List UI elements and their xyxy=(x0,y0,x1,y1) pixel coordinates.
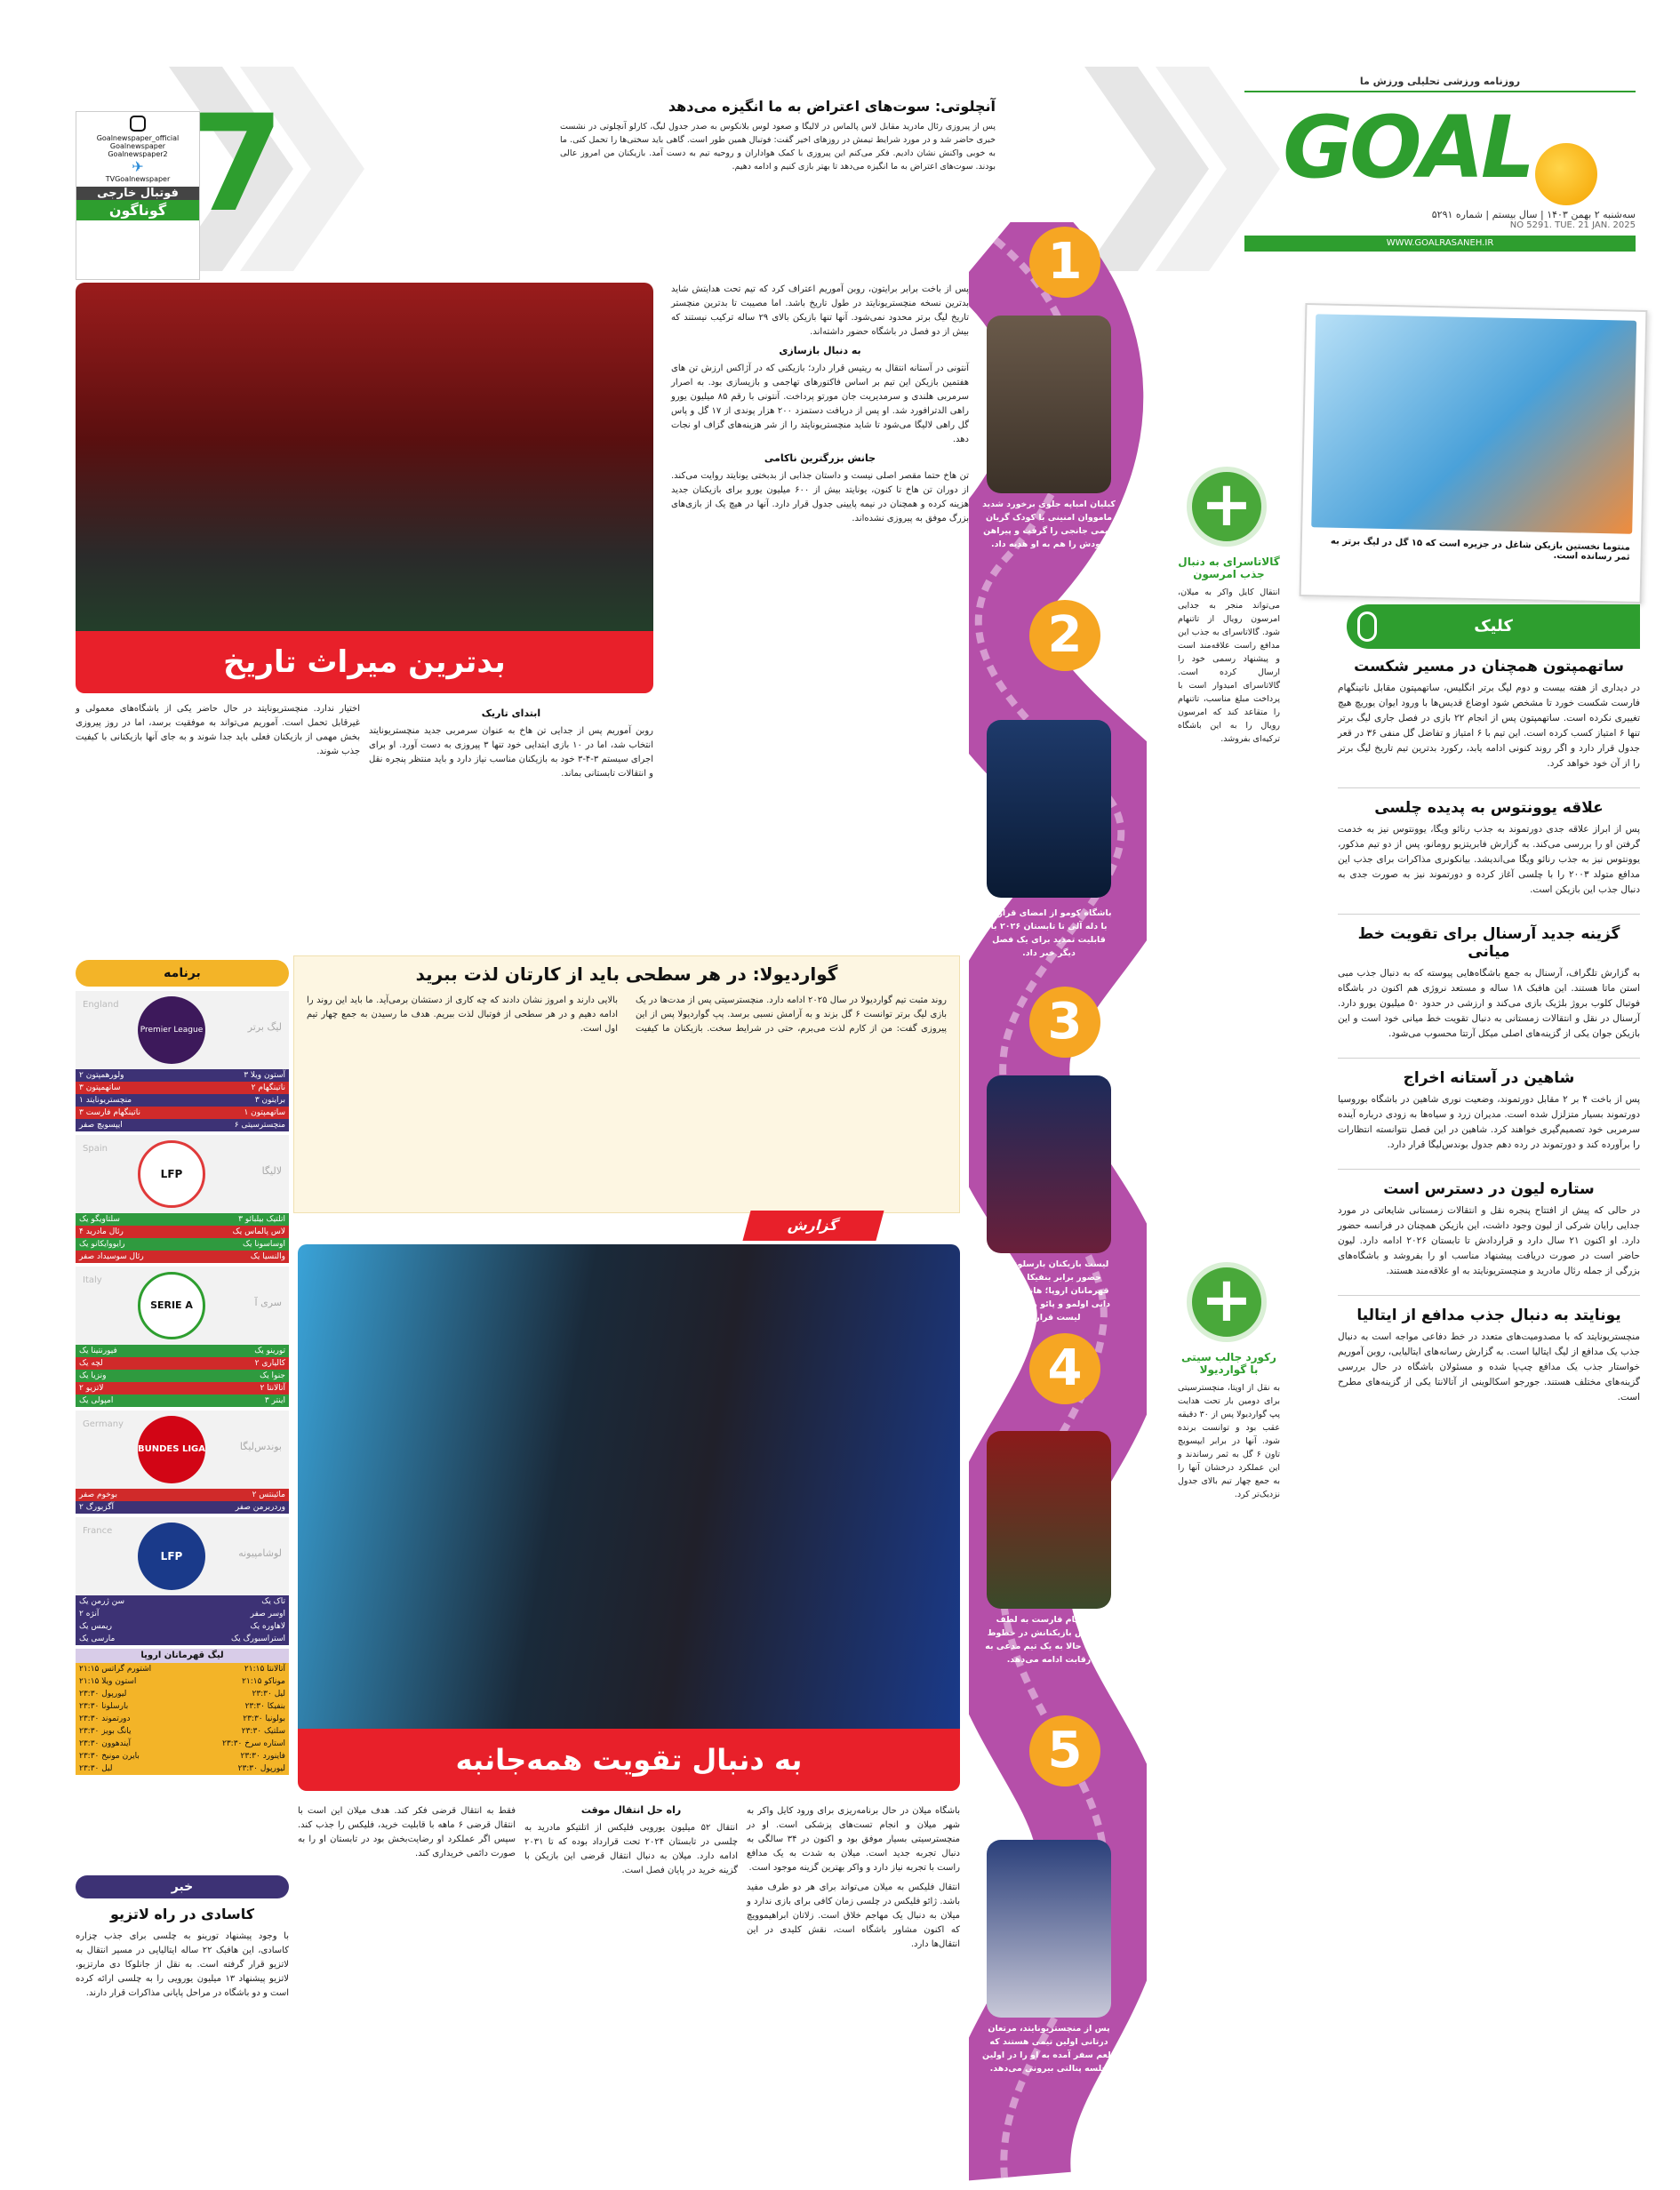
logo-text: GOAL xyxy=(1283,98,1532,197)
match-row: برایتون ۳ منچستریونایتد ۱ xyxy=(76,1094,289,1107)
match-row: والنسیا یک رئال سوسیداد صفر xyxy=(76,1251,289,1263)
match-row: منچسترسیتی ۶ ایپسویچ صفر xyxy=(76,1119,289,1131)
match-row: آتالانتا ۲۱:۱۵ اشتورم گراتس ۲۱:۱۵ xyxy=(76,1663,289,1675)
league-map: Spain xyxy=(83,1144,108,1154)
timeline-photo xyxy=(987,1840,1111,2018)
timeline-caption: ناتینگهام فارست به لطف درخشش بازیکنانش در خطوط مختلف حالا به یک تیم مدعی به رقابت ادامه می‌دهد. xyxy=(985,1615,1113,1665)
guardiola-box xyxy=(293,955,960,1213)
timeline-photo xyxy=(987,316,1111,493)
main-story-subhead: به دنبال بازسازی xyxy=(779,345,861,356)
side-box xyxy=(1178,555,1280,746)
timeline-caption: باشگاه کومو از امضای قرارداد با دله آلی تا تابستان ۲۰۲۶ با قابلیت تمدید برای یک فصل دیگر خبر داد. xyxy=(986,908,1112,958)
guardiola-title: گواردیولا: در هر سطحی باید از کارتان لذت ببرید xyxy=(415,963,838,985)
main-story-column xyxy=(76,702,360,759)
match-row: اوسر صفر آنژه ۲ xyxy=(76,1608,289,1620)
news-body: با وجود پیشنهاد تورینو به چلسی برای جذب چزاره کاسادی، این هافبک ۲۲ ساله ایتالیایی در مسیر انتقال به لاتزیو قرار گرفته است. به نقل از جانلوکا دی مارتزیو، لاتزیو پیشنهاد ۱۳ میلیون یورویی را به چلسی ارائه کرده است و دو باشگاه در مراحل پایانی مذاکرات قرار دارند. xyxy=(76,1931,289,1998)
report-title: به دنبال تقویت همه‌جانبه xyxy=(298,1729,960,1791)
click-item-body: در دیداری از هفته بیست و دوم لیگ برتر انگلیس، ساتهمپتون مقابل ناتینگهام فارست شکست خورد تا مشخص شود اوضاع قدیس‌ها با ورود ایوان یوریچ هیچ تغییری نکرده است. ساتهمپتون پس از انجام ۲۲ بازی در فصل جاری لیگ برتر تنها ۶ امتیاز کسب کرده است. این تیم با ۶ امتیاز و تفاضل گل منفی ۳۶ در قعر جدول قرار دارد و اگر روند کنونی ادامه یابد، رکورد بدترین تیم تاریخ لیگ برتر را از آن خود خواهد کرد. xyxy=(1338,683,1641,769)
match-row: اینتر ۳ امپولی یک xyxy=(76,1395,289,1407)
laliga-logo-icon: LFP xyxy=(138,1140,205,1208)
league-name: لالیگا xyxy=(261,1165,282,1177)
click-item-body: در حالی که پیش از افتتاح پنجره نقل و انتقالات زمستانی شایعاتی در مورد جدایی رایان شرکی از لیون وجود داشت، این بازیکن همچنان در فرانسه حضور دارد. او اکنون ۲۱ سال دارد و قراردادش تا تابستان ۲۰۲۶ ادامه دارد. لیون حاضر است در صورت دریافت پیشنهاد مناسب او را بفروشد و باشگاه‌های بزرگی از جمله رئال مادرید و منچستریونایتد به او علاقه‌مند هستند. xyxy=(1338,1205,1640,1276)
timeline-number: 3 xyxy=(1029,987,1100,1058)
instagram-handle-3[interactable]: Goalnewspaper2 xyxy=(108,150,168,158)
main-story-body: اختیار ندارد. منچستریونایتد در حال حاضر یکی از باشگاه‌های معمولی و غیرقابل تحمل است. آموریم می‌تواند به موفقیت برسد، اما در روز پیروزی بخش مهمی از بازیکنان فعلی باید جدا شوند و به جای آنها بازیکنانی با کیفیت جذب شوند. xyxy=(76,704,360,756)
main-story-subhead: ابتدای تاریک xyxy=(481,707,541,719)
plus-icon: + xyxy=(1187,1262,1267,1342)
soccer-ball-icon xyxy=(1535,143,1597,205)
report-body: فقط به انتقال قرضی فکر کند. هدف میلان این است با انتقال قرضی ۶ ماهه با قابلیت خرید، فلیکس را جذب کند. سپس اگر عملکرد او رضایت‌بخش بود در تابستان او را به صورت دائمی خریداری کند. xyxy=(298,1806,516,1858)
league-block xyxy=(76,1135,289,1213)
match-row: لاهاوره یک ریمس یک xyxy=(76,1620,289,1633)
lead-story xyxy=(560,98,996,276)
click-item-title: گزینه جدید آرسنال برای تقویت خط میانی xyxy=(1357,925,1620,961)
lead-title: آنچلوتی: سوت‌های اعتراض به ما انگیزه می‌دهد xyxy=(668,98,996,115)
timeline-number: 2 xyxy=(1029,600,1100,671)
match-row: سلتیک ۲۳:۳۰ یانگ بویز ۲۳:۳۰ xyxy=(76,1725,289,1738)
match-row: بولونیا ۲۳:۳۰ دورتموند ۲۳:۳۰ xyxy=(76,1713,289,1725)
match-row: آستون ویلا ۳ ولورهمپتون ۲ xyxy=(76,1069,289,1082)
click-header xyxy=(1347,604,1640,649)
click-item xyxy=(1338,1180,1640,1279)
main-story-subhead: جانش بزرگترین ناکامی xyxy=(764,452,876,464)
click-item xyxy=(1338,658,1640,771)
plus-icon: + xyxy=(1187,467,1267,547)
timeline-number: 5 xyxy=(1029,1715,1100,1786)
match-row: استاره سرخ ۲۳:۳۰ آیندهوون ۲۳:۳۰ xyxy=(76,1738,289,1750)
side-box-title: گالاتاسرای به دنبال جذب امرسون xyxy=(1178,555,1280,580)
click-item-title: ساتهمپتون همچنان در مسیر شکست xyxy=(1354,658,1624,675)
timeline-caption: لیست بازیکنان بارسلونا برای حضور برابر بنفیکا در لیگ قهرمانان اروپا؛ هانسی فلیک دانی اولمو و پائو ویکتور را در لیست قرار داد. xyxy=(987,1259,1111,1323)
instagram-icon xyxy=(130,116,146,132)
match-row: ساتهمپتون ۱ ناتینگهام فارست ۳ xyxy=(76,1107,289,1119)
telegram-handle[interactable]: TVGoalnewspaper xyxy=(105,175,171,183)
click-item xyxy=(1338,1307,1640,1405)
click-item-title: شاهین در آستانه اخراج xyxy=(1403,1069,1575,1087)
match-row: ناتینگهام ۲ ساتهمپتون ۳ xyxy=(76,1082,289,1094)
match-row: کالیاری ۲ لچه یک xyxy=(76,1357,289,1370)
section-label-misc: گوناگون xyxy=(76,200,199,220)
main-story-photo xyxy=(76,283,653,674)
bundesliga-logo-icon: BUNDES LIGA xyxy=(138,1416,205,1483)
report-column xyxy=(524,1804,738,1878)
match-row: اوساسونا یک رایووایکانو یک xyxy=(76,1238,289,1251)
league-block xyxy=(76,1411,289,1489)
main-story-body: روبن آموریم پس از جدایی تن هاخ به عنوان سرمربی جدید منچستریونایتد انتخاب شد، اما در ۱۰ بازی ابتدایی خود تنها ۳ پیروزی به دست آورد. او برای اجرای سیستم ۳-۴-۳ خود به بازیکنان مناسب نیاز دارد و باید منتظر پنجره نقل و انتقالات تابستانی بماند. xyxy=(369,726,654,779)
instagram-handle-2[interactable]: Goalnewspaper xyxy=(109,142,166,150)
click-item-title: ستاره لیون در دسترس است xyxy=(1383,1180,1595,1198)
date-line-fa: سه‌شنبه ۲ بهمن ۱۴۰۳ | سال بیستم | شماره ۵۲۹۱ xyxy=(1431,208,1636,220)
main-story-body: آنتونی در آستانه انتقال به ریتیس قرار دارد؛ بازیکنی که در آژاکس ارزش تن های هفتمین بازیکن این تیم بر اساس فاکتورهای تهاجمی و بازیسازی بود. به اصرار سرمربی هلندی و سرمدیریت جان مورتو پرداخت. آنتونی با رقم ۸۵ میلیون یورو راهی الدترافورد شد. او پس از دریافت دستمزد ۲۰۰ هزار پوندی از ۱۷ گل و پاس گل راهی لالیگا می‌شود تا شاید منچستریونایتد را از شر هزینه‌های گزاف او نجات دهد. xyxy=(671,364,969,444)
league-name: سری آ xyxy=(254,1297,282,1308)
report-subhead: راه حل انتقال موقت xyxy=(580,1804,682,1816)
serie-a-logo-icon: SERIE A xyxy=(138,1272,205,1339)
cartoon-frame xyxy=(1300,303,1648,603)
click-item xyxy=(1338,799,1640,898)
cartoon-caption: منتوما نخستین بازیکن شاغل در جزیره است که ۱۵ گل در لیگ برتر به ثمر رسانده است. xyxy=(1330,536,1630,563)
click-item-title: یونایتد به دنبال جذب مدافع از ایتالیا xyxy=(1356,1307,1621,1324)
telegram-icon: ✈ xyxy=(132,158,144,175)
page-number: 7 xyxy=(191,87,284,242)
match-row: لیورپول ۲۳:۳۰ لیل ۲۳:۳۰ xyxy=(76,1762,289,1775)
ligue1-logo-icon: LFP xyxy=(138,1523,205,1590)
social-box xyxy=(76,111,200,280)
click-item xyxy=(1338,1069,1640,1153)
side-box-body: انتقال کایل واکر به میلان، می‌تواند منجر به جدایی امرسون رویال از تاتنهام شود. گالاتاسرای به جذب این مدافع راست علاقه‌مند است و پیشنهاد رسمی خود را ارسال کرده است. گالاتاسرای امیدوار است با پرداخت مبلغ مناسب، تاتنهام را متقاعد کند که امرسون رویال را به این باشگاه ترکیه‌ای بفروشد. xyxy=(1178,587,1280,744)
match-row: لیل ۲۳:۳۰ لیورپول ۲۳:۳۰ xyxy=(76,1688,289,1700)
section-label-foreign: فوتبال خارجی xyxy=(76,187,199,200)
report-photo xyxy=(298,1244,960,1751)
league-name: بوندس‌لیگا xyxy=(239,1441,282,1452)
match-row: جنوا یک ونزیا یک xyxy=(76,1370,289,1382)
mouse-icon xyxy=(1357,611,1377,642)
league-block xyxy=(76,1517,289,1595)
main-story-column xyxy=(369,702,653,781)
league-map: England xyxy=(83,1000,119,1010)
click-item-body: پس از باخت ۴ بر ۲ مقابل دورتموند، وضعیت نوری شاهین در باشگاه بوروسیا دورتموند بسیار متزلزل شده است. مدیران زرد و سیاه‌ها به زودی درباره آینده سرمربی خود تصمیم‌گیری خواهند کرد. شاهین در این فصل نتوانسته انتظارات را برآورده کند و دورتموند در رده دهم جدول بوندس‌لیگا قرار دارد. xyxy=(1338,1094,1640,1150)
click-item-body: منچستریونایتد که با مصدومیت‌های متعدد در خط دفاعی مواجه است به دنبال جذب یک مدافع از لیگ ایتالیا است. به گزارش رسانه‌های ایتالیایی، روبن آموریم خواستار جذب یک مدافع چپ‌پا شده و مسئولان باشگاه در حال بررسی گزینه‌های مختلف هستند. جورجو اسکالوینی از آتالانتا یکی از گزینه‌های مطرح است. xyxy=(1338,1331,1640,1403)
timeline-photo xyxy=(987,720,1111,898)
side-box-body: به نقل از اوپتا، منچسترسیتی برای دومین بار تحت هدایت پپ گواردیولا پس از ۳۰ دقیقه عقب بود و توانست برنده شود. آنها در برابر ایپسویچ تاون ۶ گل به ثمر رساندند و این عملکرد درخشان آنها را به جمع چهار تیم بالای جدول نزدیک‌تر کرد. xyxy=(1178,1383,1280,1499)
tagline: روزنامه ورزشی تحلیلی ورزش ما xyxy=(1359,76,1521,87)
timeline-caption: پس از منچستریونایتد، مرتعان درتانی اولین تیمی هستند که طعم سفر آمده به او را در اولین جلسه پنالتی بیرونی می‌دهد. xyxy=(982,2024,1116,2074)
league-block xyxy=(76,991,289,1069)
guardiola-body: روند مثبت تیم گواردیولا در سال ۲۰۲۵ ادامه دارد. منچسترسیتی پس از مدت‌ها در یک بازی لیگ برتر توانست ۶ گل بزند و به آرامش نسبی برسد. پپ گواردیولا پس از این پیروزی گفت: من از کارم لذت می‌برم، حتی در شرایط سخت. بازیکنان ما کیفیت بالایی دارند و امروز نشان دادند که چه کاری از دستشان برمی‌آید. ما باید این روند را ادامه دهیم و در هر سطحی از فوتبال لذت ببریم. هدف ما رسیدن به جمع چهار تیم اول است. xyxy=(307,995,947,1034)
instagram-handle[interactable]: Goalnewspaper_official xyxy=(96,134,180,142)
league-block xyxy=(76,1267,289,1345)
timeline-photo xyxy=(987,1075,1111,1253)
timeline-number: 1 xyxy=(1029,227,1100,298)
date-line-en: NO 5291. TUE. 21 JAN. 2025 xyxy=(1509,220,1636,230)
click-item-body: پس از ابراز علاقه جدی دورتموند به جذب رنائو ویگا، یوونتوس نیز به خدمت گرفتن او را بررسی می‌کند. به گزارش فابریتزیو رومانو، پس از دو تیم مذکور، یوونتوس نیز به جذب رنائو ویگا می‌اندیشد. بیانکونری مذاکرات برای جذب این مدافع متولد ۲۰۰۳ را با چلسی آغاز کرده و دورتموند نیز به صورت جدی به دنبال جذب این بازیکن است. xyxy=(1338,824,1641,895)
program-table xyxy=(76,991,289,1775)
main-story-column xyxy=(671,283,969,526)
main-story-title: بدترین میراث تاریخ xyxy=(76,631,653,693)
match-row: تورینو یک فیورنتینا یک xyxy=(76,1345,289,1357)
click-label: کلیک xyxy=(1474,617,1513,635)
match-row: اتلتیک بیلبائو ۳ سلتاویگو یک xyxy=(76,1213,289,1226)
click-column xyxy=(1338,658,1640,1405)
timeline-number: 4 xyxy=(1029,1333,1100,1404)
side-box-title: رکورد جالب سیتی با گواردیولا xyxy=(1181,1351,1276,1376)
report-column xyxy=(747,1804,960,1952)
program-label: برنامه xyxy=(164,966,201,980)
news-box xyxy=(76,1875,289,2169)
league-map: Italy xyxy=(83,1275,102,1285)
match-row: مائینتس ۲ بوخوم صفر xyxy=(76,1489,289,1501)
league-name: لیگ برتر xyxy=(247,1021,282,1033)
news-header: خبر xyxy=(76,1875,289,1898)
match-row: آتالانتا ۲ لاتزیو ۲ xyxy=(76,1382,289,1395)
cartoon-image xyxy=(1311,314,1636,534)
match-row: استراسبورگ یک مارسی یک xyxy=(76,1633,289,1645)
report-body: انتقال ۵۲ میلیون یورویی فلیکس از اتلتیکو مادرید به چلسی در تابستان ۲۰۲۴ تحت قرارداد بوده که تا ۲۰۳۱ ادامه دارد. میلان به دنبال انتقال قرضی این بازیکن با گزینه خرید در پایان فصل است. xyxy=(524,1823,738,1875)
program-header xyxy=(76,960,289,987)
premier-league-logo-icon: Premier League xyxy=(138,996,205,1064)
match-row: بنفیکا ۲۳:۳۰ بارسلونا ۲۳:۳۰ xyxy=(76,1700,289,1713)
timeline-caption: کیلیان امباپه جلوی برخورد شدید مامووان امنینی با کودک گریان جیمی جانجی را گرفت و پیراهن خودش را هم به او هدیه داد. xyxy=(982,500,1116,549)
match-row: لاس پالماس یک رئال مادرید ۴ xyxy=(76,1226,289,1238)
lead-body: پس از پیروزی رئال مادرید مقابل لاس پالماس در لالیگا و صعود لوس بلانکوس به صدر جدول لیگ، کارلو آنچلوتی در نشست خبری حاضر شد و در مورد شرایط تیمش در روزهای اخیر گفت: فوتبال همین طور است. گاهی باید سختی‌ها را تحمل کنی. ما به خوبی واکنش نشان دادیم. فکر می‌کنم این پیروزی با کمک هواداران و روحیه تیم به دست آمد. بازیکنان من امروز عالی بودند. سوت‌های اعتراض به ما انگیزه می‌دهد تا بهتر بازی کنیم و ادامه دهیم. xyxy=(560,122,996,172)
main-story-body: تن هاخ حتما مقصر اصلی نیست و داستان جذابی از بدبختی یونایتد روایت می‌کند. از دوران تن هاخ تا کنون، یونایتد بیش از ۶۰۰ میلیون یورو برای بازیکنان جدید هزینه کرده و همچنان در نیمه پایینی جدول قرار دارد. آنها در هیچ یک از بازی‌های بزرگ موفق به پیروزی نشده‌اند. xyxy=(671,471,969,524)
match-row: موناکو ۲۱:۱۵ استون ویلا ۲۱:۱۵ xyxy=(76,1675,289,1688)
match-row: تاک یک سن ژرمن یک xyxy=(76,1595,289,1608)
timeline-photo xyxy=(987,1431,1111,1609)
ucl-header: لیگ قهرمانان اروپا xyxy=(76,1649,289,1663)
report-body: انتقال فلیکس به میلان می‌تواند برای هر دو طرف مفید باشد. ژائو فلیکس در چلسی زمان کافی برای بازی ندارد و میلان به دنبال یک مهاجم خلاق است. زلاتان ابراهیموویچ که اکنون مشاور باشگاه است، نقش کلیدی در این انتقال‌ها دارد. xyxy=(747,1882,960,1949)
league-name: لوشامپیونه xyxy=(238,1547,282,1559)
league-map: France xyxy=(83,1526,113,1536)
click-item-body: به گزارش تلگراف، آرسنال به جمع باشگاه‌هایی پیوسته که به دنبال جذب مبی استن ماتا هستند. این هافبک ۱۸ ساله و مستعد نروژی هم اکنون در باشگاه فوتبال کلوب بروژ بلژیک بازی می‌کند و ارزشی در حدود ۵۰ میلیون یورو دارد. آرسنال در نقل و انتقالات زمستانی به دنبال تقویت خط میانی خود است و این بازیکن جوان یکی از گزینه‌های اصلی میکل آرتتا محسوب می‌شود. xyxy=(1338,968,1640,1039)
news-title: کاسادی در راه لاتزیو xyxy=(109,1906,255,1922)
click-item-title: علاقه یوونتوس به پدیده چلسی xyxy=(1374,799,1604,817)
main-story-intro: پس از باخت برابر برایتون، روبن آموریم اعتراف کرد که تیم تحت هدایتش شاید بدترین نسخه منچستریونایتد در طول تاریخ باشد. اما مصیبت تا بدترین منچستر تاریخ لیگ برتر محدود نمی‌شود. آنها تنها بازیکن بالای ۲۹ ساله ترکیب نیستند که بیش از دو فصل در باشگاه حضور داشته‌اند. xyxy=(671,284,970,337)
match-row: فاینورد ۲۳:۳۰ بایرن مونیخ ۲۳:۳۰ xyxy=(76,1750,289,1762)
website: WWW.GOALRASANEH.IR xyxy=(1244,236,1636,252)
match-row: وردربرمن صفر آگزبورگ ۲ xyxy=(76,1501,289,1514)
league-map: Germany xyxy=(83,1419,124,1429)
report-tag: گزارش xyxy=(742,1211,884,1241)
report-body: باشگاه میلان در حال برنامه‌ریزی برای ورود کایل واکر به شهر میلان و انجام تست‌های پزشکی است. او در منچسترسیتی بسیار موفق بود و اکنون در ۳۴ سالگی به دنبال تجربه جدید است. میلان به شدت به یک مدافع راست با تجربه نیاز دارد و واکر بهترین گزینه موجود است. xyxy=(747,1806,960,1873)
click-item xyxy=(1338,925,1640,1042)
report-column xyxy=(298,1804,516,1861)
side-box xyxy=(1178,1351,1280,1501)
